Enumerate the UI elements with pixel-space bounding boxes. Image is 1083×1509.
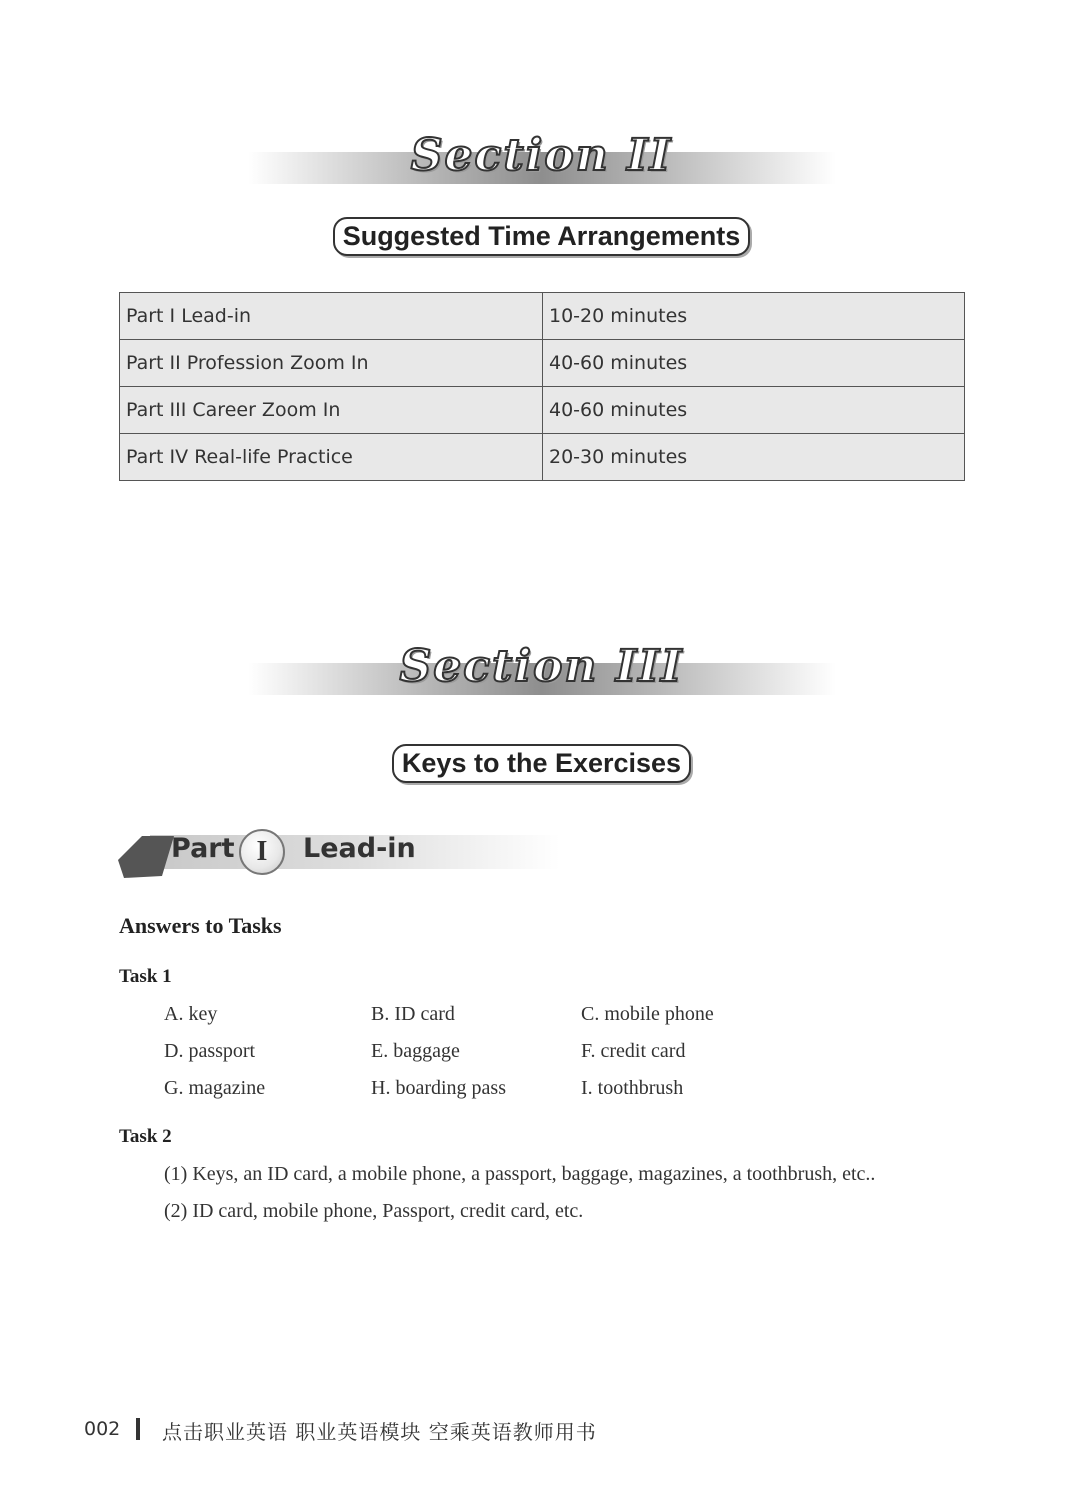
- task1-item: I. toothbrush: [581, 1077, 684, 1099]
- table-cell-part: Part I Lead-in: [120, 293, 543, 340]
- task1-item: D. passport: [164, 1040, 256, 1062]
- section-iii-title: Section III: [399, 641, 684, 692]
- table-cell-part: Part IV Real-life Practice: [120, 434, 543, 481]
- part-numeral-badge: I: [239, 829, 285, 875]
- part-name: Lead-in: [303, 833, 416, 864]
- table-cell-part: Part II Profession Zoom In: [120, 340, 543, 387]
- part-label: Part: [171, 833, 235, 864]
- table-cell-time: 40-60 minutes: [543, 340, 965, 387]
- table-cell-time: 10-20 minutes: [543, 293, 965, 340]
- section-ii-subtitle: Suggested Time Arrangements: [333, 217, 751, 256]
- table-row: [120, 434, 965, 481]
- part-banner-tab-shape: [118, 834, 174, 880]
- section-ii-title: Section II: [410, 130, 673, 181]
- time-arrangement-table: [119, 292, 965, 481]
- table-cell-part: Part III Career Zoom In: [120, 387, 543, 434]
- table-row: [120, 340, 965, 387]
- book-title: 点击职业英语 职业英语模块 空乘英语教师用书: [162, 1420, 597, 1444]
- task1-item: A. key: [164, 1003, 218, 1025]
- page-number: 002: [84, 1418, 121, 1440]
- table-cell-time: 20-30 minutes: [543, 434, 965, 481]
- footer-divider: [136, 1418, 140, 1440]
- task2-answer-line: (2) ID card, mobile phone, Passport, credit card, etc.: [164, 1200, 584, 1222]
- section-iii-subtitle: Keys to the Exercises: [392, 744, 691, 783]
- task1-item: B. ID card: [371, 1003, 455, 1025]
- table-cell-time: 40-60 minutes: [543, 387, 965, 434]
- task2-answer-line: (1) Keys, an ID card, a mobile phone, a passport, baggage, magazines, a toothbrush, etc..: [164, 1163, 876, 1185]
- task1-item: G. magazine: [164, 1077, 266, 1099]
- task1-item: F. credit card: [581, 1040, 686, 1062]
- table-row: [120, 387, 965, 434]
- task1-item: H. boarding pass: [371, 1077, 506, 1099]
- task1-heading: Task 1: [119, 966, 172, 987]
- answers-heading: Answers to Tasks: [119, 913, 282, 938]
- table-row: [120, 293, 965, 340]
- task1-item: E. baggage: [371, 1040, 460, 1062]
- task1-item: C. mobile phone: [581, 1003, 714, 1025]
- task2-heading: Task 2: [119, 1126, 172, 1147]
